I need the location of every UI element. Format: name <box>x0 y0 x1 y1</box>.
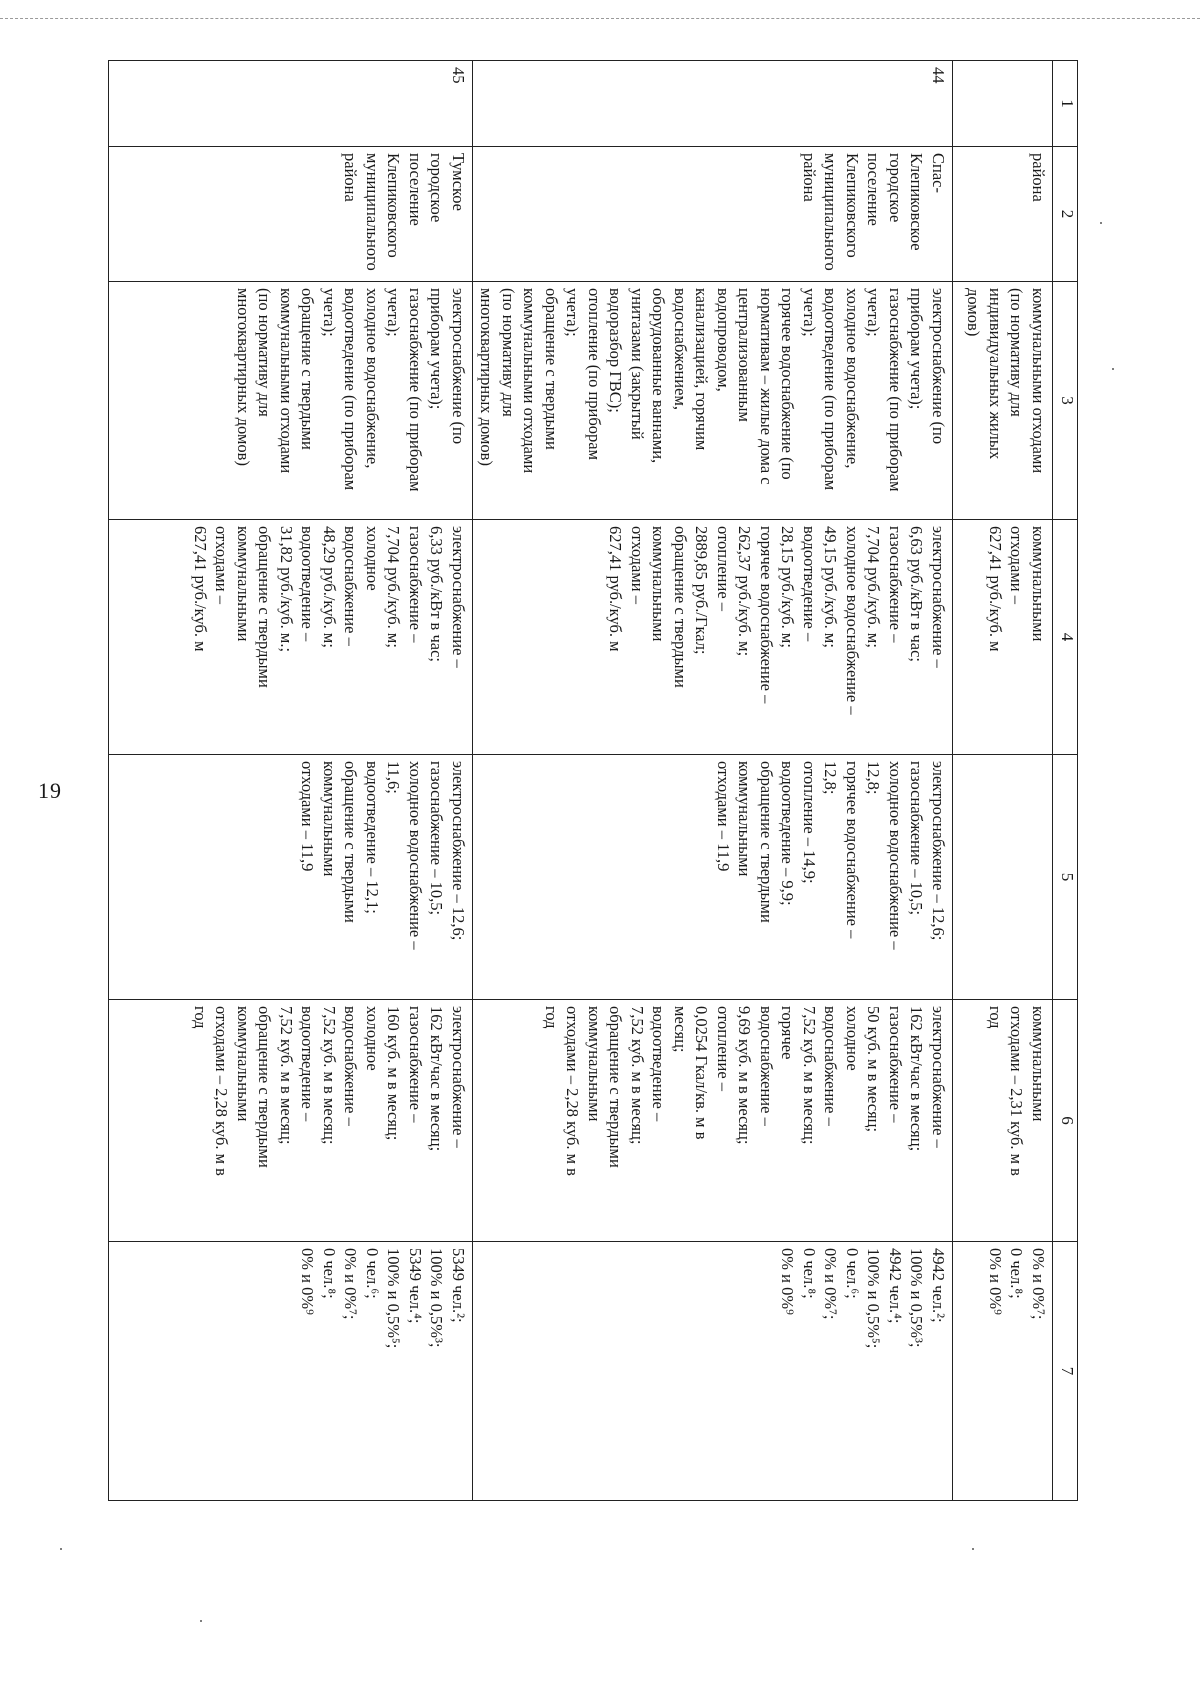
municipality-cell: района <box>953 147 1053 282</box>
consumption-cell: электроснабжение – 162 кВт/час в месяц; газоснабжение – 160 куб. м в месяц; холодное водоснабжение – 7,52 куб. м в месяц; водоотведение – 7,52 куб. м в месяц; обращение с твердыми коммунальными отходами – 2,28 куб. м в год <box>109 1000 473 1242</box>
table-row <box>473 61 953 1501</box>
column-header: 6 <box>1053 1000 1078 1242</box>
table-row <box>109 61 473 1501</box>
row-number <box>953 61 1053 147</box>
tariff-table <box>108 60 1078 1501</box>
services-cell: электроснабжение (по приборам учета); газоснабжение (по приборам учета); холодное водоснабжение, водоотведение (по приборам учета); обращение с твердыми коммунальными отходами (по нормативу для многоквартирных домов) <box>109 282 473 520</box>
tariffs-cell: электроснабжение – 6,33 руб./кВт в час; газоснабжение – 7,704 руб./куб. м; холодное водоснабжение – 48,29 руб./куб. м; водоотведение – 31,82 руб./куб. м.; обращение с твердыми коммунальными отходами – 627,41 руб./куб. м <box>109 520 473 755</box>
column-header: 7 <box>1053 1242 1078 1501</box>
table-row <box>953 61 1053 1501</box>
column-header: 3 <box>1053 282 1078 520</box>
growth-cell: электроснабжение – 12,6; газоснабжение – 10,5; холодное водоснабжение – 11,6; водоотведение – 12,1; обращение с твердыми коммунальными отходами – 11,9 <box>109 755 473 1000</box>
population-cell: 5349 чел.²; 100% и 0,5%³; 5349 чел.⁴; 100% и 0,5%⁵; 0 чел.⁶; 0% и 0%⁷; 0 чел.⁸; 0% и 0%⁹ <box>109 1242 473 1501</box>
population-cell: 0% и 0%⁷; 0 чел.⁸; 0% и 0%⁹ <box>953 1242 1053 1501</box>
municipality-cell: Тумское городское поселение Клепиковского муниципального района <box>109 147 473 282</box>
column-header: 1 <box>1053 61 1078 147</box>
scan-speck <box>200 1620 202 1622</box>
scan-top-edge <box>0 18 1200 20</box>
page-number: 19 <box>38 778 62 803</box>
scan-speck <box>60 1548 62 1550</box>
tariffs-cell: коммунальными отходами – 627,41 руб./куб. м <box>953 520 1053 755</box>
consumption-cell: коммунальными отходами – 2,31 куб. м в год <box>953 1000 1053 1242</box>
scan-speck <box>972 1548 974 1550</box>
population-cell: 4942 чел.²; 100% и 0,5%³; 4942 чел.⁴; 100% и 0,5%⁵; 0 чел.⁶; 0% и 0%⁷; 0 чел.⁸; 0% и 0%⁹ <box>473 1242 953 1501</box>
row-number: 45 <box>109 61 473 147</box>
rotated-table-wrapper <box>108 60 1078 1500</box>
row-number: 44 <box>473 61 953 147</box>
column-header: 4 <box>1053 520 1078 755</box>
scan-speck <box>1100 222 1102 224</box>
municipality-cell: Спас- Клепиковское городское поселение Клепиковского муниципального района <box>473 147 953 282</box>
header-row <box>1053 61 1078 1501</box>
tariffs-cell: электроснабжение – 6,63 руб./кВт в час; газоснабжение – 7,704 руб./куб. м; холодное водоснабжение – 49,15 руб./куб. м; водоотведение – 28,15 руб./куб. м; горячее водоснабжение – 262,37 руб./куб. м; отопление – 2889,85 руб./Гкал; обращение с твердыми коммунальными отходами – 627,41 руб./куб. м <box>473 520 953 755</box>
column-header: 5 <box>1053 755 1078 1000</box>
consumption-cell: электроснабжение – 162 кВт/час в месяц; газоснабжение – 50 куб. м в месяц; холодное водоснабжение – 7,52 куб. м в месяц; горячее водоснабжение – 9,69 куб. м в месяц; отопление – 0,0254 Гкал/кв. м в месяц; водоотведение – 7,52 куб. м в месяц; обращение с твердыми коммунальными отходами – 2,28 куб. м в год <box>473 1000 953 1242</box>
services-cell: коммунальными отходами (по нормативу для индивидуальных жилых домов) <box>953 282 1053 520</box>
growth-cell <box>953 755 1053 1000</box>
growth-cell: электроснабжение – 12,6; газоснабжение – 10,5; холодное водоснабжение – 12,8; горячее водоснабжение – 12,8; отопление – 14,9; водоотведение – 9,9; обращение с твердыми коммунальными отходами – 11,9 <box>473 755 953 1000</box>
column-header: 2 <box>1053 147 1078 282</box>
services-cell: электроснабжение (по приборам учета); газоснабжение (по приборам учета); холодное водоснабжение, водоотведение (по приборам учета); горячее водоснабжение (по нормативам – жилые дома с централизованным водопроводом, канализацией, горячим водоснабжением, оборудованные ваннами, унитазами (закрытый водоразбор ГВС); отопление (по приборам учета); обращение с твердыми коммунальными отходами (по нормативу для многоквартирных домов) <box>473 282 953 520</box>
scan-speck <box>1112 368 1114 370</box>
